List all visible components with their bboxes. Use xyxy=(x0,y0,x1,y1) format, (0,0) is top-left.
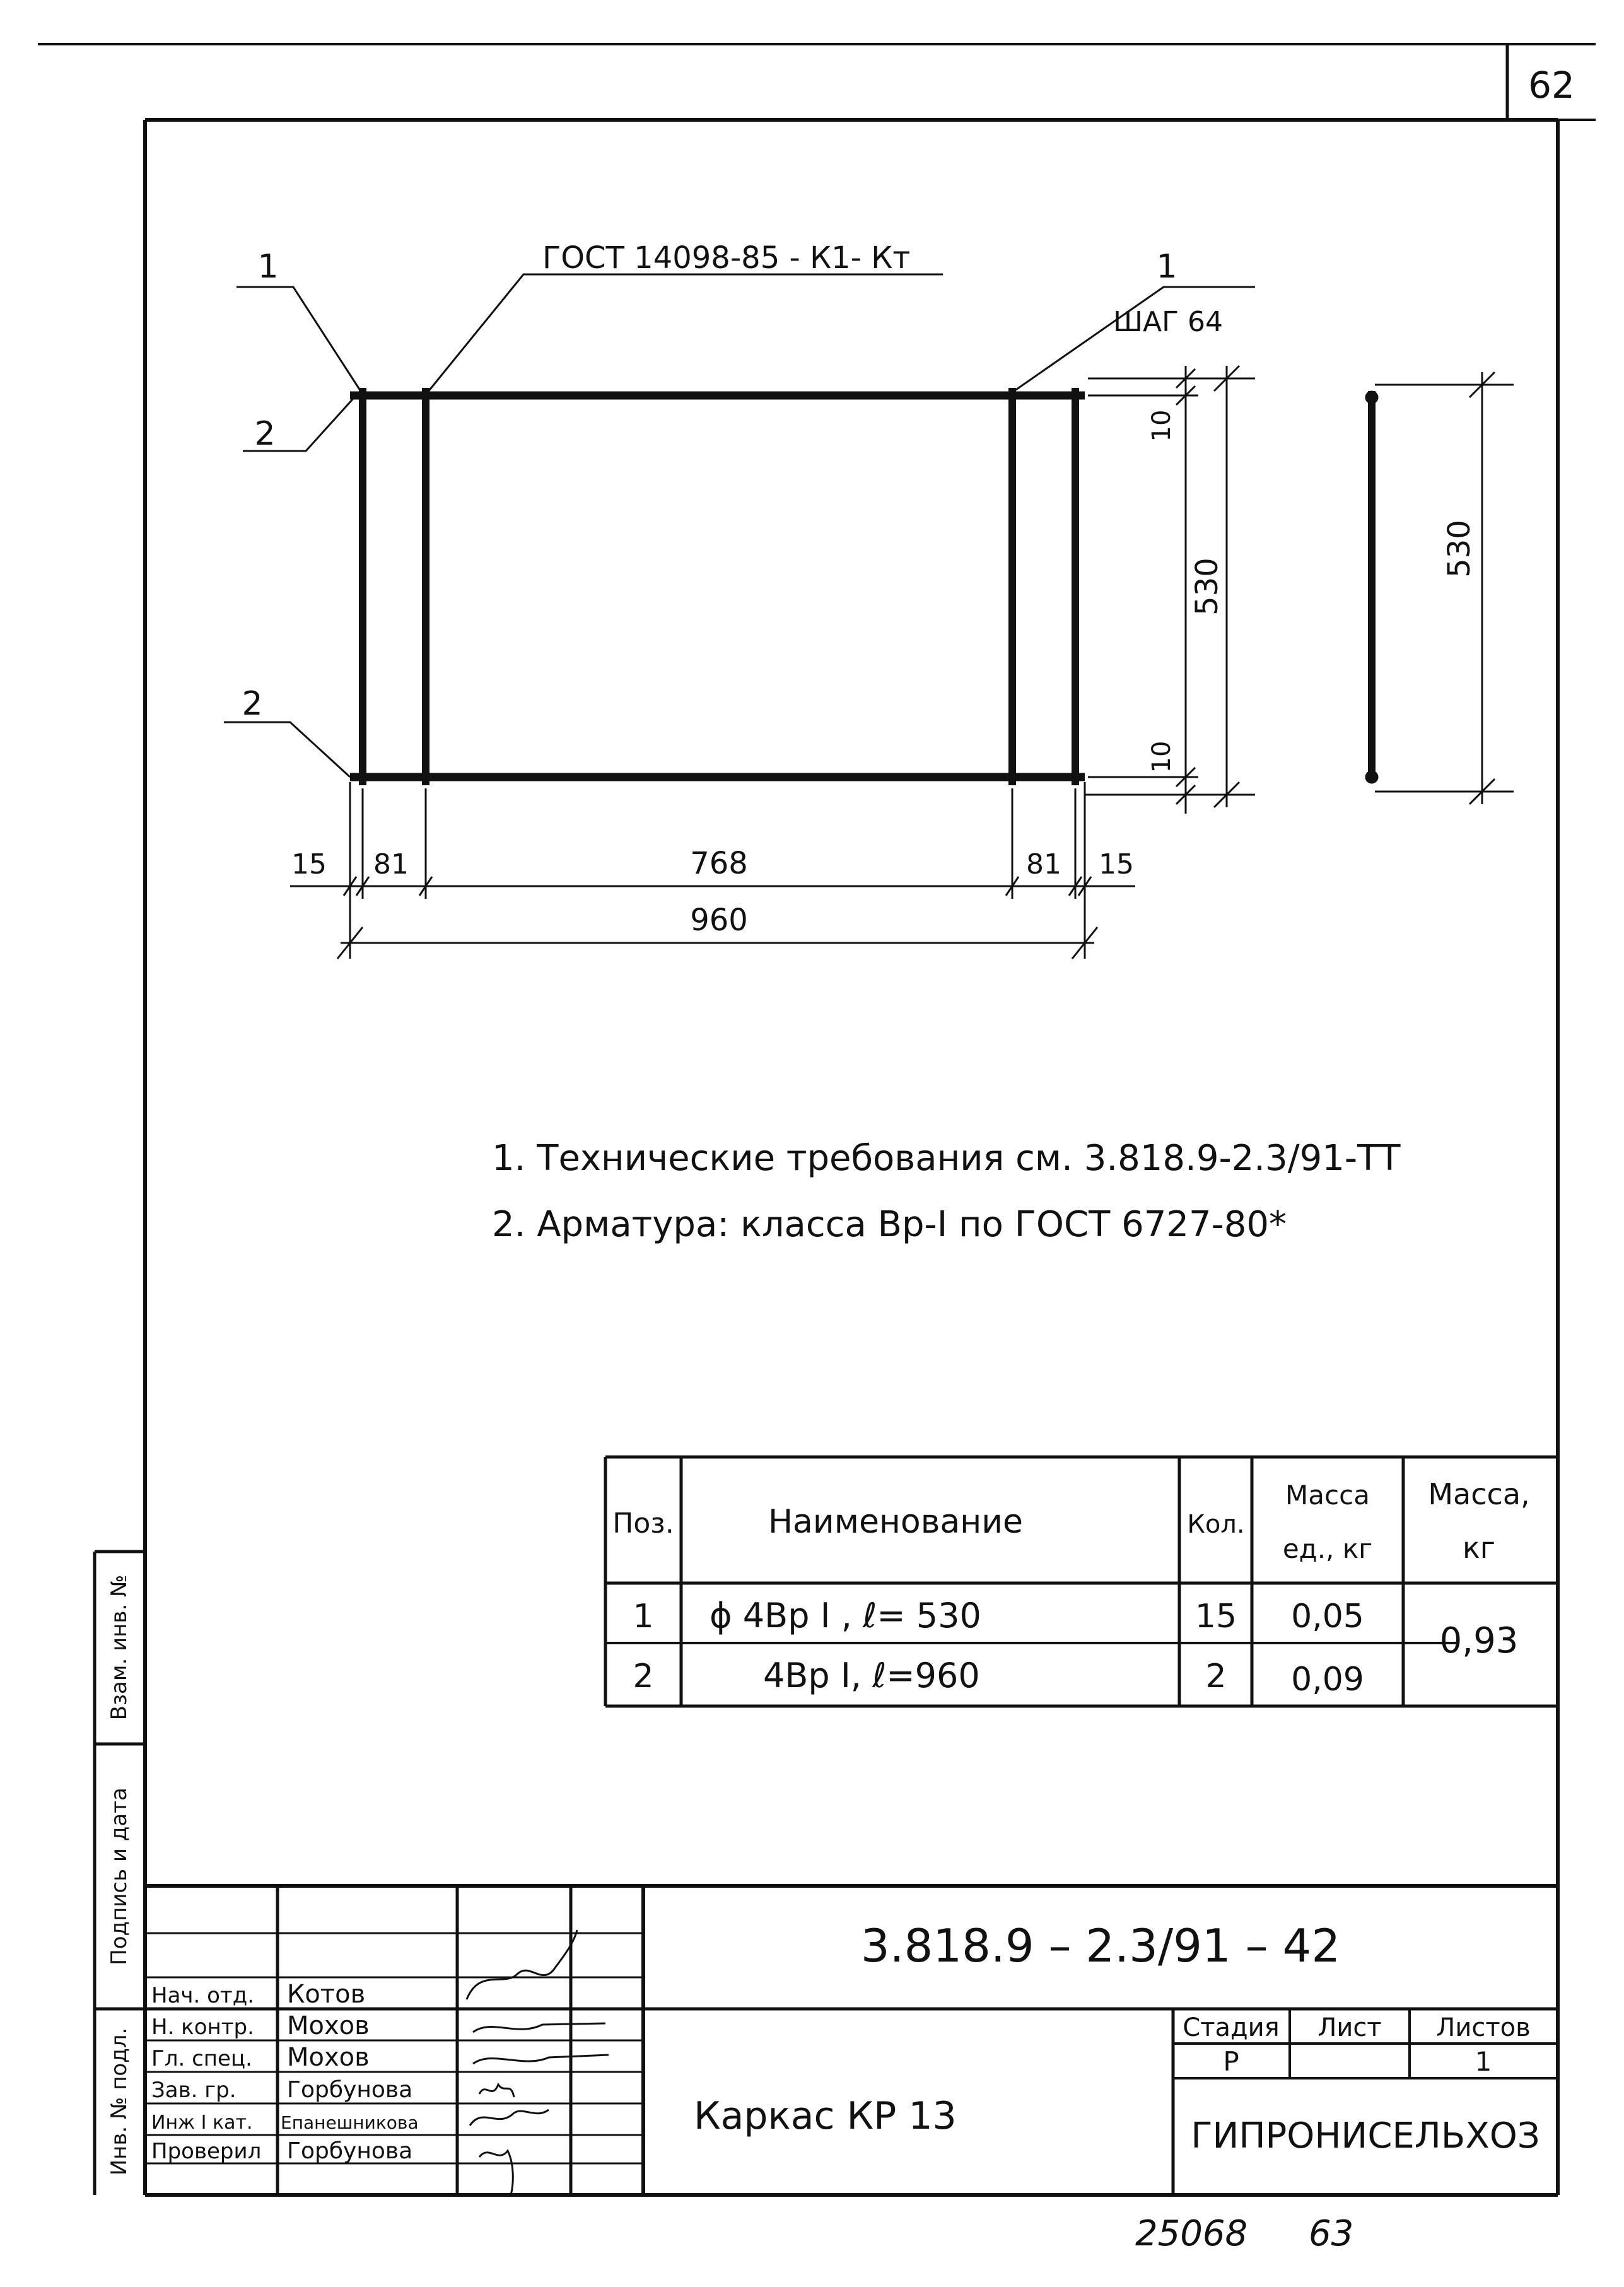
callout-step: ШАГ 64 xyxy=(1113,306,1223,338)
stamp-sign-date: Подпись и дата xyxy=(107,1787,132,1965)
spec-header-unit-mass-1: Масса xyxy=(1285,1480,1370,1511)
callout-pos2-bottom: 2 xyxy=(242,685,263,723)
spec-row-1-pos: 1 xyxy=(633,1598,654,1635)
sign-role-3: Гл. спец. xyxy=(151,2046,252,2071)
spec-header-mass-1: Масса, xyxy=(1428,1477,1530,1511)
dim-960: 960 xyxy=(690,903,748,938)
stamp-inv-original: Инв. № подл. xyxy=(107,2027,132,2176)
drawing-title: Каркас КР 13 xyxy=(694,2094,957,2138)
spec-total-mass: 0,93 xyxy=(1439,1620,1519,1661)
leader-lines xyxy=(224,274,1255,777)
sign-name-3: Мохов xyxy=(287,2043,370,2072)
spec-row-1-name: ϕ 4Вр I , ℓ= 530 xyxy=(710,1596,981,1635)
spec-row-2-unit-mass: 0,09 xyxy=(1291,1661,1364,1699)
sheet-number: 62 xyxy=(1528,64,1575,107)
dim-81-left: 81 xyxy=(373,848,409,880)
sign-role-6: Проверил xyxy=(151,2139,262,2164)
sign-name-1: Котов xyxy=(287,1980,366,2009)
dim-530-side: 530 xyxy=(1442,520,1477,578)
spec-row-2-qty: 2 xyxy=(1205,1658,1227,1695)
spec-header-unit-mass-2: ед., кг xyxy=(1282,1533,1373,1564)
spec-header-pos: Поз. xyxy=(612,1507,674,1540)
cage-side-view xyxy=(1365,372,1514,804)
sign-name-2: Мохов xyxy=(287,2011,370,2040)
footer-number-a: 25068 xyxy=(1135,2213,1248,2254)
sign-role-4: Зав. гр. xyxy=(151,2078,237,2103)
dim-81-right: 81 xyxy=(1026,848,1061,880)
sheet-label: Лист xyxy=(1317,2013,1382,2042)
sign-name-5: Епанешникова xyxy=(281,2112,419,2133)
dim-768: 768 xyxy=(690,846,748,881)
spec-table-grid xyxy=(605,1457,1558,1706)
handwritten-signatures xyxy=(467,1930,609,2195)
sign-role-2: Н. контр. xyxy=(151,2015,254,2040)
stage-label: Стадия xyxy=(1183,2013,1280,2042)
callout-weld-standard: ГОСТ 14098-85 - К1- Кт xyxy=(542,240,911,276)
callout-pos1-left: 1 xyxy=(257,248,279,286)
sheets-value: 1 xyxy=(1475,2046,1492,2077)
stamp-inv-replace: Взам. инв. № xyxy=(107,1574,132,1721)
organization-name: ГИПРОНИСЕЛЬХОЗ xyxy=(1191,2115,1540,2156)
spec-row-1-unit-mass: 0,05 xyxy=(1291,1598,1364,1635)
doc-code: 3.818.9 – 2.3/91 – 42 xyxy=(860,1919,1341,1972)
note-1: 1. Технические требования см. 3.818.9-2.3/91-ТТ xyxy=(492,1138,1401,1179)
cage-plan-view xyxy=(350,388,1085,785)
spec-header-name: Наименование xyxy=(768,1503,1024,1541)
stage-value: Р xyxy=(1223,2046,1239,2077)
callout-pos2-top: 2 xyxy=(254,415,276,453)
spec-row-2-name: 4Вр I, ℓ=960 xyxy=(763,1656,980,1695)
dim-10-bottom: 10 xyxy=(1147,740,1176,773)
dim-530: 530 xyxy=(1189,558,1225,616)
sign-name-6: Горбунова xyxy=(287,2138,413,2164)
sheets-label: Листов xyxy=(1436,2013,1531,2042)
dim-15-left: 15 xyxy=(291,848,327,880)
spec-header-qty: Кол. xyxy=(1187,1510,1245,1539)
callout-pos1-right: 1 xyxy=(1156,248,1177,286)
footer-number-b: 63 xyxy=(1309,2213,1354,2254)
note-2: 2. Арматура: класса Вр-I по ГОСТ 6727-80* xyxy=(492,1204,1287,1245)
sign-role-5: Инж I кат. xyxy=(151,2112,253,2134)
spec-row-1-qty: 15 xyxy=(1195,1598,1237,1635)
dim-15-right: 15 xyxy=(1099,848,1134,880)
sheet-frame xyxy=(38,44,1596,2195)
spec-row-2-pos: 2 xyxy=(633,1658,654,1695)
spec-header-mass-2: кг xyxy=(1463,1531,1495,1565)
sign-name-4: Горбунова xyxy=(287,2077,413,2103)
dim-10-top: 10 xyxy=(1147,409,1176,442)
sign-role-1: Нач. отд. xyxy=(151,1983,255,2008)
